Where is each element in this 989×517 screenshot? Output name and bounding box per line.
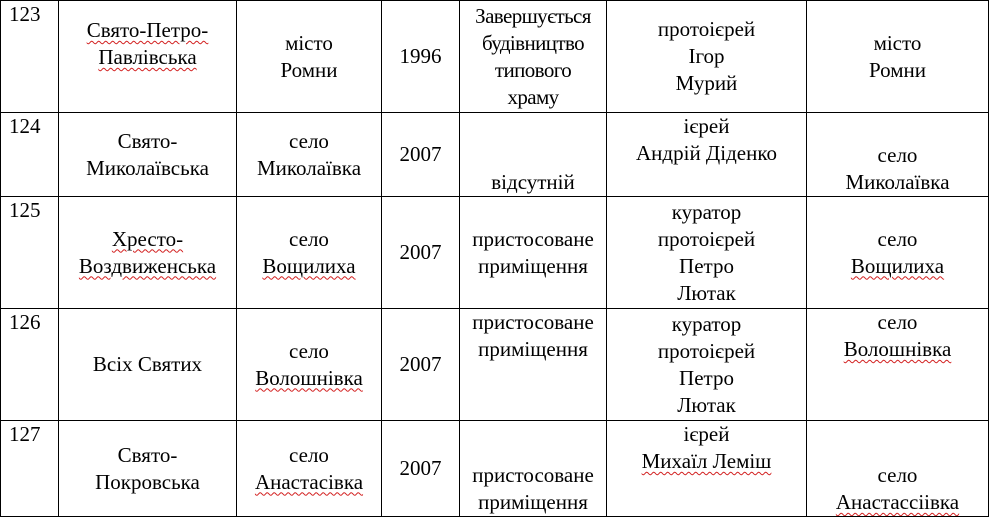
church-line: Свято- <box>117 442 178 467</box>
church-line: Свято-Петро- <box>86 18 209 42</box>
row-number-cell <box>1 113 59 197</box>
settlement-cell <box>237 197 382 309</box>
settlement-type: село <box>289 442 329 467</box>
address-line: село <box>877 463 918 487</box>
address-line: Анастассіівка <box>835 490 960 514</box>
priest-line: Петро <box>679 365 734 390</box>
priest-line: куратор <box>671 311 742 336</box>
address-cell <box>807 197 989 309</box>
church-cell <box>59 421 237 517</box>
table-row <box>1 1 989 113</box>
address-cell <box>807 113 989 197</box>
table-row <box>1 197 989 309</box>
row-number-cell <box>1 1 59 113</box>
settlement-type: село <box>289 226 329 251</box>
row-number-cell <box>1 309 59 421</box>
premises-cell <box>460 1 607 113</box>
settlement-name: Вощилиха <box>262 253 356 278</box>
row-number: 123 <box>9 2 41 26</box>
settlement-name: Анастасівка <box>254 469 364 494</box>
premises-line: типового <box>494 57 572 82</box>
priest-line: ієрей <box>683 114 730 138</box>
row-number: 126 <box>9 310 41 334</box>
settlement-cell <box>237 113 382 197</box>
priest-line: Лютак <box>677 392 736 417</box>
church-line: Покровська <box>95 469 200 494</box>
settlement-name: Волошнівка <box>255 365 363 390</box>
address-line: село <box>877 226 918 251</box>
settlement-cell <box>237 421 382 517</box>
church-line: Воздвиженська <box>78 253 217 278</box>
year-cell <box>382 197 460 309</box>
row-number: 127 <box>9 422 41 446</box>
address-line: місто <box>873 30 922 55</box>
priest-line: Лютак <box>677 280 736 305</box>
row-number-cell <box>1 197 59 309</box>
premises-cell <box>460 197 607 309</box>
priest-line: Андрій Діденко <box>636 141 777 165</box>
address-cell <box>807 421 989 517</box>
premises-line: Завершується <box>475 3 591 28</box>
church-cell <box>59 309 237 421</box>
premises-line: приміщення <box>478 490 588 514</box>
priest-line: ієрей <box>683 422 730 446</box>
priest-line: Михаїл Леміш <box>641 449 772 473</box>
premises-cell <box>460 113 607 197</box>
premises-line: приміщення <box>478 253 588 278</box>
year-cell <box>382 421 460 517</box>
premises-line: пристосоване <box>472 463 594 487</box>
priest-cell <box>607 1 807 113</box>
row-number: 125 <box>9 198 41 222</box>
row-number: 124 <box>9 114 41 138</box>
church-cell <box>59 197 237 309</box>
address-line: Ромни <box>868 57 927 82</box>
church-line: Всіх Святих <box>92 352 203 376</box>
premises-line: відсутній <box>491 170 575 194</box>
year: 1996 <box>399 44 442 68</box>
premises-line: будівництво <box>481 30 585 55</box>
priest-line: Ігор <box>688 44 725 68</box>
church-line: Павлівська <box>98 45 197 69</box>
priest-line: протоієрей <box>657 338 756 363</box>
year-cell <box>382 113 460 197</box>
year-cell <box>382 309 460 421</box>
priest-cell <box>607 197 807 309</box>
table-row <box>1 113 989 197</box>
settlement-name: Ромни <box>280 57 338 82</box>
settlement-cell <box>237 309 382 421</box>
church-cell <box>59 113 237 197</box>
settlement-type: село <box>289 338 329 363</box>
priest-line: Петро <box>679 253 734 278</box>
address-line: село <box>877 310 918 334</box>
priest-cell <box>607 113 807 197</box>
church-line: Хресто- <box>111 226 184 251</box>
premises-line: пристосоване <box>472 310 594 334</box>
church-cell <box>59 1 237 113</box>
settlement-name: Миколаївка <box>256 155 362 180</box>
address-cell <box>807 1 989 113</box>
year: 2007 <box>399 456 442 480</box>
year: 2007 <box>399 240 442 264</box>
priest-line: протоієрей <box>657 226 756 251</box>
premises-cell <box>460 309 607 421</box>
table-row <box>1 309 989 421</box>
priest-cell <box>607 421 807 517</box>
priest-line: Мурий <box>675 71 738 95</box>
row-number-cell <box>1 421 59 517</box>
year-cell <box>382 1 460 113</box>
church-line: Свято- <box>117 128 178 153</box>
table-row <box>1 421 989 517</box>
settlement-type: село <box>289 128 329 153</box>
settlement-cell <box>237 1 382 113</box>
church-line: Миколаївська <box>86 155 209 180</box>
priest-cell <box>607 309 807 421</box>
address-line: село <box>877 143 918 167</box>
address-cell <box>807 309 989 421</box>
address-line: Миколаївка <box>845 170 950 194</box>
priest-line: куратор <box>671 199 742 224</box>
premises-line: храму <box>507 84 559 109</box>
premises-line: приміщення <box>478 337 588 361</box>
premises-cell <box>460 421 607 517</box>
address-line: Вощилиха <box>850 253 945 278</box>
settlement-type: місто <box>285 30 333 55</box>
premises-line: пристосоване <box>472 226 594 251</box>
year: 2007 <box>399 352 442 376</box>
year: 2007 <box>399 142 442 166</box>
priest-line: протоієрей <box>657 17 756 41</box>
address-line: Волошнівка <box>843 337 952 361</box>
